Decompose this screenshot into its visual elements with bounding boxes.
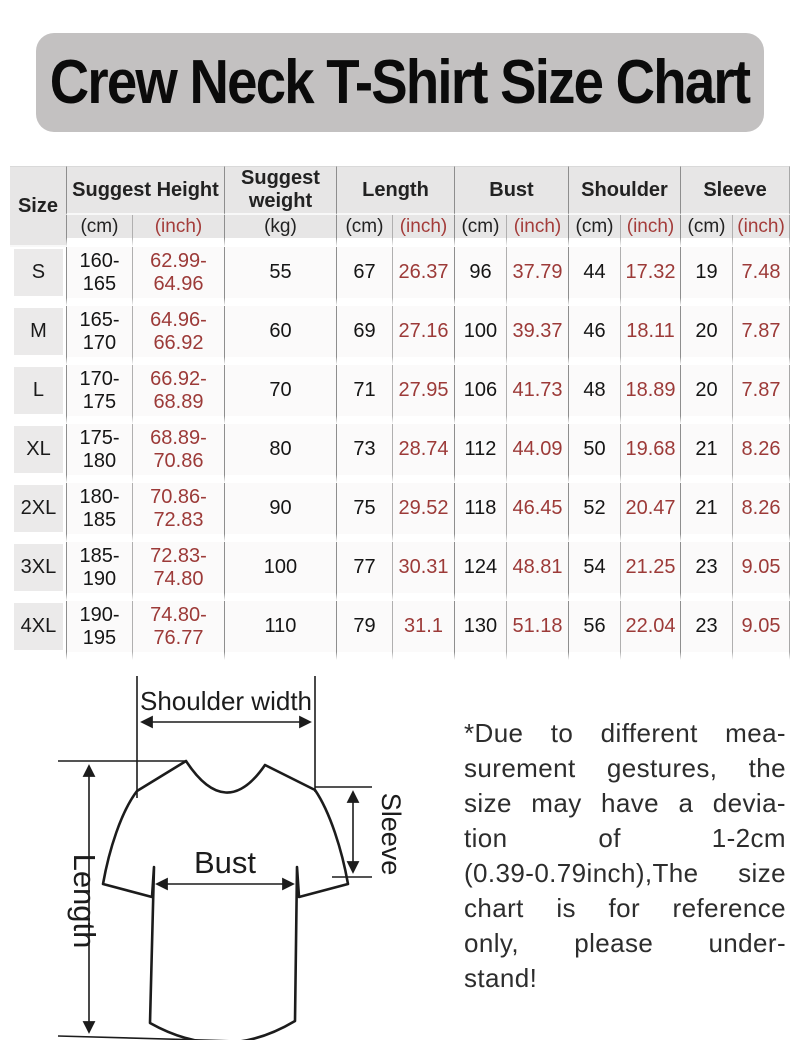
col-suggest-weight: Suggest weight <box>224 166 336 215</box>
cell-length-cm: 77 <box>336 542 392 601</box>
size-label: M <box>14 308 63 355</box>
unit-sleeve-cm: (cm) <box>680 215 732 247</box>
cell-length-inch: 26.37 <box>392 247 454 306</box>
cell-height-inch: 74.80-76.77 <box>132 601 224 660</box>
col-bust: Bust <box>454 166 568 215</box>
cell-height-inch: 62.99-64.96 <box>132 247 224 306</box>
cell-length-inch: 27.95 <box>392 365 454 424</box>
cell-bust-inch: 39.37 <box>506 306 568 365</box>
shoulder-width-label: Shoulder width <box>140 686 312 716</box>
table-row <box>10 247 790 306</box>
cell-size <box>10 247 66 306</box>
table-row <box>10 483 790 542</box>
unit-bust-cm: (cm) <box>454 215 506 247</box>
note-line: only, please under- <box>464 928 786 958</box>
table-row <box>10 601 790 660</box>
cell-height-inch: 68.89-70.86 <box>132 424 224 483</box>
cell-weight-kg: 60 <box>224 306 336 365</box>
size-chart-table <box>10 166 790 660</box>
cell-height-cm: 180-185 <box>66 483 132 542</box>
cell-length-cm: 73 <box>336 424 392 483</box>
cell-size <box>10 542 66 601</box>
cell-length-inch: 31.1 <box>392 601 454 660</box>
col-shoulder: Shoulder <box>568 166 680 215</box>
cell-sleeve-inch: 7.87 <box>732 306 790 365</box>
cell-length-inch: 27.16 <box>392 306 454 365</box>
cell-height-cm: 190-195 <box>66 601 132 660</box>
cell-sleeve-cm: 20 <box>680 365 732 424</box>
cell-sleeve-cm: 21 <box>680 424 732 483</box>
cell-bust-inch: 41.73 <box>506 365 568 424</box>
length-ext-bottom <box>58 1036 238 1040</box>
note-line: *Due to different mea- <box>464 718 786 748</box>
size-label: S <box>14 249 63 296</box>
cell-height-inch: 70.86-72.83 <box>132 483 224 542</box>
cell-shoulder-inch: 22.04 <box>620 601 680 660</box>
cell-height-cm: 185-190 <box>66 542 132 601</box>
cell-shoulder-cm: 48 <box>568 365 620 424</box>
cell-length-inch: 28.74 <box>392 424 454 483</box>
cell-sleeve-inch: 9.05 <box>732 542 790 601</box>
cell-size <box>10 601 66 660</box>
tshirt-outline <box>103 761 348 1040</box>
unit-height-inch: (inch) <box>132 215 224 247</box>
page-title: Crew Neck T-Shirt Size Chart <box>50 48 750 117</box>
note-line: size may have a devia- <box>464 788 786 818</box>
size-label: 3XL <box>14 544 63 591</box>
cell-length-inch: 30.31 <box>392 542 454 601</box>
cell-shoulder-inch: 18.11 <box>620 306 680 365</box>
unit-height-cm: (cm) <box>66 215 132 247</box>
cell-sleeve-cm: 21 <box>680 483 732 542</box>
cell-shoulder-inch: 17.32 <box>620 247 680 306</box>
cell-sleeve-inch: 7.87 <box>732 365 790 424</box>
size-label: 2XL <box>14 485 63 532</box>
table-row <box>10 306 790 365</box>
cell-sleeve-inch: 8.26 <box>732 424 790 483</box>
cell-bust-cm: 112 <box>454 424 506 483</box>
note-line: chart is for reference <box>464 893 786 923</box>
unit-length-cm: (cm) <box>336 215 392 247</box>
cell-shoulder-cm: 46 <box>568 306 620 365</box>
cell-height-cm: 160-165 <box>66 247 132 306</box>
note-line: surement gestures, the <box>464 753 786 783</box>
cell-bust-cm: 106 <box>454 365 506 424</box>
cell-size <box>10 483 66 542</box>
table-header <box>10 166 790 247</box>
cell-sleeve-inch: 7.48 <box>732 247 790 306</box>
table-row <box>10 542 790 601</box>
cell-sleeve-cm: 23 <box>680 601 732 660</box>
cell-size <box>10 365 66 424</box>
unit-shoulder-cm: (cm) <box>568 215 620 247</box>
col-sleeve: Sleeve <box>680 166 790 215</box>
cell-weight-kg: 70 <box>224 365 336 424</box>
cell-size <box>10 306 66 365</box>
cell-shoulder-inch: 21.25 <box>620 542 680 601</box>
cell-height-inch: 72.83-74.80 <box>132 542 224 601</box>
cell-sleeve-inch: 9.05 <box>732 601 790 660</box>
cell-height-cm: 165-170 <box>66 306 132 365</box>
cell-length-cm: 71 <box>336 365 392 424</box>
col-suggest-height: Suggest Height <box>66 166 224 215</box>
cell-length-inch: 29.52 <box>392 483 454 542</box>
bust-label: Bust <box>193 845 257 880</box>
cell-length-cm: 79 <box>336 601 392 660</box>
tshirt-measure-diagram <box>10 666 458 1040</box>
col-size: Size <box>10 166 66 247</box>
cell-height-cm: 175-180 <box>66 424 132 483</box>
unit-shoulder-inch: (inch) <box>620 215 680 247</box>
note-line: stand! <box>464 963 538 993</box>
cell-weight-kg: 55 <box>224 247 336 306</box>
size-label: 4XL <box>14 603 63 650</box>
cell-shoulder-cm: 52 <box>568 483 620 542</box>
unit-length-inch: (inch) <box>392 215 454 247</box>
cell-shoulder-cm: 56 <box>568 601 620 660</box>
cell-weight-kg: 100 <box>224 542 336 601</box>
col-length: Length <box>336 166 454 215</box>
size-table-body <box>10 247 790 660</box>
cell-bust-cm: 100 <box>454 306 506 365</box>
tshirt-diagram-svg <box>10 666 458 1040</box>
note-line: tion of 1-2cm <box>464 823 786 853</box>
cell-height-inch: 66.92-68.89 <box>132 365 224 424</box>
cell-bust-inch: 51.18 <box>506 601 568 660</box>
cell-bust-cm: 130 <box>454 601 506 660</box>
cell-length-cm: 69 <box>336 306 392 365</box>
unit-weight-kg: (kg) <box>224 215 336 247</box>
cell-height-cm: 170-175 <box>66 365 132 424</box>
cell-size <box>10 424 66 483</box>
cell-length-cm: 67 <box>336 247 392 306</box>
header-unit-row <box>10 215 790 247</box>
cell-weight-kg: 90 <box>224 483 336 542</box>
cell-shoulder-inch: 20.47 <box>620 483 680 542</box>
cell-shoulder-cm: 54 <box>568 542 620 601</box>
measurement-note <box>458 666 790 1040</box>
title-banner <box>36 33 764 132</box>
length-label: Length <box>67 853 102 949</box>
cell-bust-cm: 124 <box>454 542 506 601</box>
cell-sleeve-inch: 8.26 <box>732 483 790 542</box>
note-line: (0.39-0.79inch),The size <box>464 858 786 888</box>
cell-shoulder-inch: 19.68 <box>620 424 680 483</box>
cell-bust-inch: 48.81 <box>506 542 568 601</box>
size-label: XL <box>14 426 63 473</box>
cell-shoulder-cm: 50 <box>568 424 620 483</box>
header-group-row <box>10 166 790 215</box>
cell-length-cm: 75 <box>336 483 392 542</box>
sleeve-label: Sleeve <box>376 792 406 876</box>
cell-bust-inch: 46.45 <box>506 483 568 542</box>
cell-sleeve-cm: 23 <box>680 542 732 601</box>
table-row <box>10 365 790 424</box>
unit-sleeve-inch: (inch) <box>732 215 790 247</box>
table-row <box>10 424 790 483</box>
cell-shoulder-inch: 18.89 <box>620 365 680 424</box>
cell-sleeve-cm: 19 <box>680 247 732 306</box>
bottom-section <box>0 666 800 1040</box>
cell-height-inch: 64.96-66.92 <box>132 306 224 365</box>
cell-sleeve-cm: 20 <box>680 306 732 365</box>
unit-bust-inch: (inch) <box>506 215 568 247</box>
cell-bust-cm: 118 <box>454 483 506 542</box>
cell-bust-inch: 44.09 <box>506 424 568 483</box>
cell-bust-cm: 96 <box>454 247 506 306</box>
cell-shoulder-cm: 44 <box>568 247 620 306</box>
cell-weight-kg: 110 <box>224 601 336 660</box>
cell-weight-kg: 80 <box>224 424 336 483</box>
cell-bust-inch: 37.79 <box>506 247 568 306</box>
size-label: L <box>14 367 63 414</box>
